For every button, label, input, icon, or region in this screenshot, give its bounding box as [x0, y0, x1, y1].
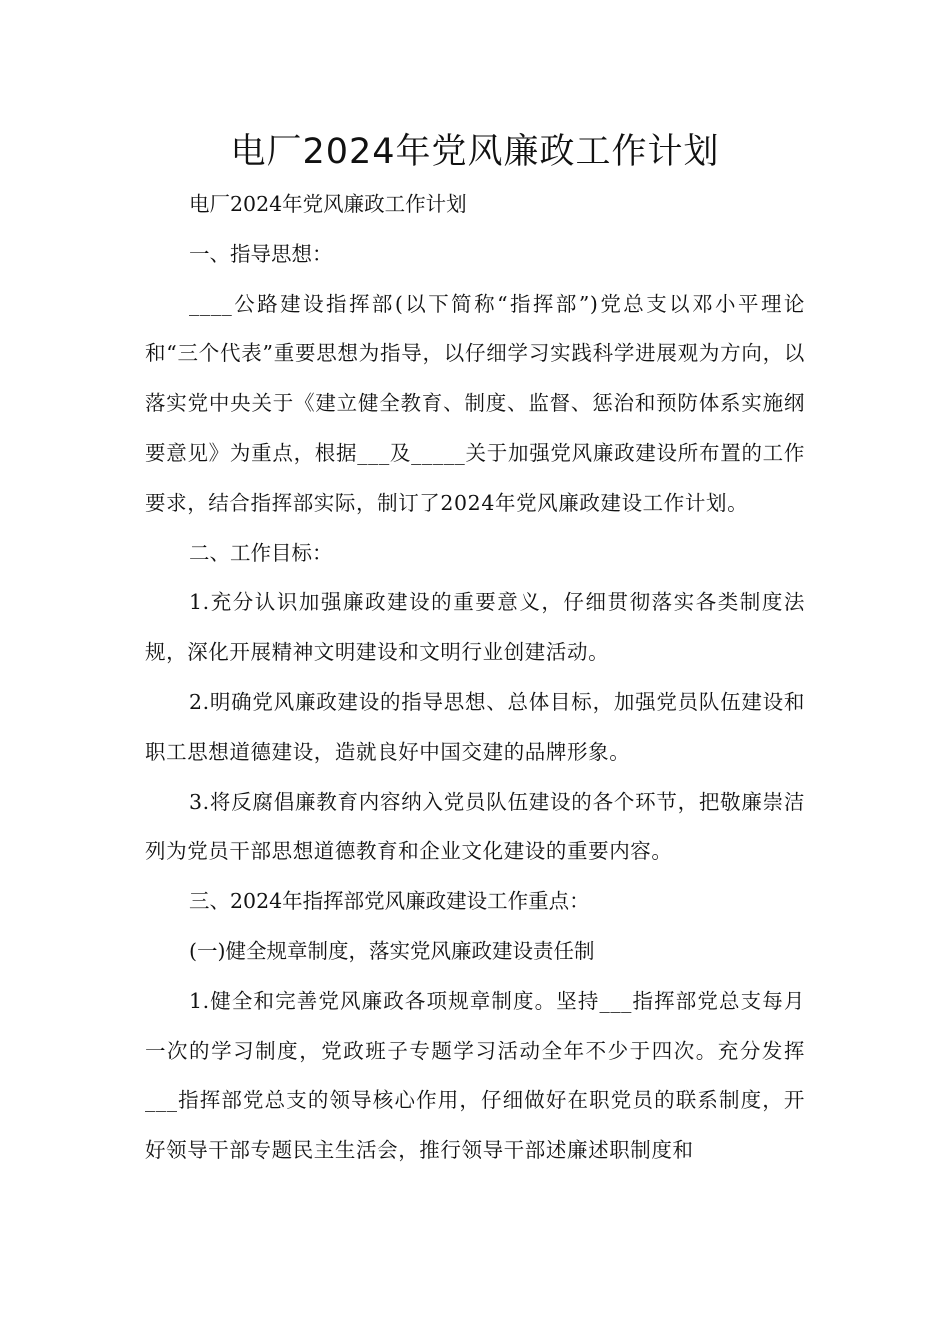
document-body [145, 180, 805, 1176]
section-heading-key-work: 三、2024年指挥部党风廉政建设工作重点： [189, 889, 590, 914]
paragraph-goal-3: 3.将反腐倡廉教育内容纳入党员队伍建设的各个环节，把敬廉崇洁列为党员干部思想道德教育和企业文化建设的重要内容。 [145, 789, 805, 864]
subsection-heading-rules: (一)健全规章制度，落实党风廉政建设责任制 [189, 938, 595, 963]
paragraph-goal-1: 1.充分认识加强廉政建设的重要意义，仔细贯彻落实各类制度法规，深化开展精神文明建设和文明行业创建活动。 [145, 590, 805, 665]
paragraph-guiding-ideology: ____公路建设指挥部(以下简称“指挥部”)党总支以邓小平理论和“三个代表”重要思想为指导，以仔细学习实践科学进展观为方向，以落实党中央关于《建立健全教育、制度、监督、惩治和预防体系实施纲要意见》为重点，根据___及_____关于加强党风廉政建设所布置的工作要求，结合指挥部实际，制订了2024年党风廉政建设工作计划。 [145, 291, 805, 515]
paragraph-goal-2: 2.明确党风廉政建设的指导思想、总体目标，加强党员队伍建设和职工思想道德建设，造就良好中国交建的品牌形象。 [145, 689, 805, 764]
section-heading-work-goals: 二、工作目标： [189, 540, 333, 565]
section-heading-guiding-ideology: 一、指导思想： [189, 241, 333, 266]
subtitle-paragraph: 电厂2024年党风廉政工作计划 [189, 192, 467, 216]
document-title: 电厂2024年党风廉政工作计划 [230, 132, 720, 172]
paragraph-rules-1: 1.健全和完善党风廉政各项规章制度。坚持___指挥部党总支每月一次的学习制度，党政班子专题学习活动全年不少于四次。充分发挥___指挥部党总支的领导核心作用，仔细做好在职党员的联系制度，开好领导干部专题民主生活会，推行领导干部述廉述职制度和 [145, 988, 805, 1163]
